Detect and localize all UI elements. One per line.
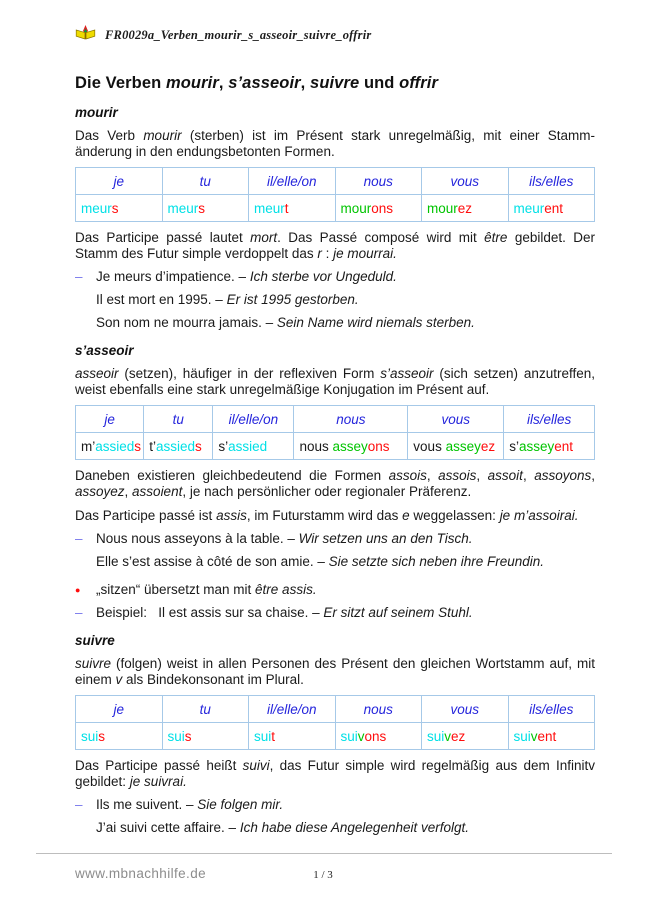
text-segment: , bbox=[522, 468, 535, 483]
text-segment: Ich sterbe vor Ungeduld. bbox=[249, 269, 397, 284]
pronoun-header-cell: je bbox=[76, 406, 144, 433]
paragraph-sasseoir-intro bbox=[75, 366, 595, 398]
text-segment: ez bbox=[451, 728, 466, 744]
text-segment: Wir setzen uns an den Tisch. bbox=[298, 531, 473, 546]
section-heading-mourir: mourir bbox=[75, 105, 118, 120]
text-segment: gebildet. Der Stamm des Futur simple verdoppelt das bbox=[75, 230, 595, 261]
text-segment: weggelassen: bbox=[409, 508, 500, 523]
text-segment: assied bbox=[155, 438, 195, 454]
text-segment: Il est mort en 1995. – bbox=[96, 292, 227, 307]
paragraph-suivre-notes bbox=[75, 758, 595, 790]
example-text bbox=[96, 820, 469, 836]
conjugation-cell bbox=[504, 433, 595, 460]
example-text bbox=[96, 554, 544, 570]
text-segment: s bbox=[111, 200, 119, 216]
text-segment: je m’assoirai. bbox=[499, 508, 579, 523]
text-segment: t bbox=[271, 728, 276, 744]
text-segment: assis bbox=[216, 508, 247, 523]
text-segment: être assis. bbox=[255, 582, 317, 597]
text-segment: (sich setzen) anzutreffen, weist ebenfalls eine stark unregelmäßige Konjugation im Présent auf. bbox=[75, 366, 595, 397]
text-segment: Elle s’est assise à côté de son amie. – bbox=[96, 554, 329, 569]
text-segment: (sterben) ist im Présent stark unregelmäßig, mit einer Stamm-änderung in den endungsbetonten Formen. bbox=[75, 128, 596, 159]
pronoun-header-cell: je bbox=[76, 168, 163, 195]
bullet-spacer bbox=[75, 554, 96, 570]
text-segment: s’asseoir bbox=[228, 74, 301, 92]
text-segment: (folgen) weist in allen Personen des Présent den gleichen Wortstamm auf, mit einem bbox=[75, 656, 595, 687]
text-segment: mour bbox=[340, 200, 372, 216]
text-segment: Daneben existieren gleichbedeutend die Formen bbox=[75, 468, 389, 483]
text-segment: s bbox=[134, 438, 142, 454]
text-segment: Nous nous asseyons à la table. – bbox=[96, 531, 299, 546]
text-segment: als Bindekonsonant im Plural. bbox=[122, 672, 304, 687]
text-segment: offrir bbox=[399, 74, 438, 92]
pronoun-header-cell: je bbox=[76, 696, 163, 723]
text-segment: Son nom ne mourra jamais. – bbox=[96, 315, 277, 330]
text-segment: Ils me suivent. – bbox=[96, 797, 198, 812]
text-segment: ez bbox=[457, 200, 473, 216]
text-segment: asseoir bbox=[75, 366, 119, 381]
text-segment: assoyez bbox=[75, 484, 125, 499]
text-segment: meur bbox=[167, 200, 199, 216]
text-segment: mourir bbox=[165, 74, 219, 92]
pronoun-header-cell: nous bbox=[335, 168, 422, 195]
text-segment: meur bbox=[254, 200, 285, 216]
page-title bbox=[75, 74, 595, 93]
text-segment: ons bbox=[371, 200, 394, 216]
bullet-spacer bbox=[75, 820, 96, 836]
text-segment: assoit bbox=[487, 468, 523, 483]
text-segment: assey bbox=[445, 438, 481, 454]
text-segment: assied bbox=[228, 438, 268, 454]
pronoun-header-cell: il/elle/on bbox=[249, 168, 336, 195]
conjugation-cell bbox=[249, 195, 336, 222]
conjugation-cell bbox=[213, 433, 294, 460]
conjugation-cell bbox=[144, 433, 213, 460]
text-segment: v bbox=[357, 728, 365, 744]
example-line bbox=[75, 797, 595, 813]
text-segment: Sie setzte sich neben ihre Freundin. bbox=[328, 554, 544, 569]
text-segment: assey bbox=[518, 438, 555, 454]
example-text bbox=[96, 605, 473, 621]
text-segment: nous bbox=[299, 438, 333, 454]
text-segment: Je meurs d’impatience. – bbox=[96, 269, 250, 284]
text-segment: (setzen), häufiger in der reflexiven Form bbox=[118, 366, 381, 381]
text-segment: mourir bbox=[143, 128, 182, 143]
text-segment: s bbox=[198, 200, 206, 216]
example-text bbox=[96, 797, 283, 813]
conjugation-cell bbox=[249, 723, 336, 750]
text-segment: , bbox=[426, 468, 439, 483]
pronoun-header-cell: ils/elles bbox=[508, 696, 595, 723]
document-header bbox=[75, 24, 595, 46]
dash-bullet-icon: – bbox=[75, 531, 83, 546]
text-segment: suivi bbox=[242, 758, 270, 773]
section-suivre bbox=[75, 633, 595, 836]
example-text bbox=[96, 315, 475, 331]
pronoun-header-cell: vous bbox=[422, 696, 509, 723]
pronoun-header-cell: nous bbox=[294, 406, 408, 433]
pronoun-header-cell: nous bbox=[335, 696, 422, 723]
text-segment: ons bbox=[367, 438, 390, 454]
text-segment: suivre bbox=[75, 656, 112, 671]
text-segment: Sie folgen mir. bbox=[197, 797, 284, 812]
conjugation-table bbox=[75, 405, 595, 460]
conjugation-cell bbox=[76, 195, 163, 222]
conjugation-table-sasseoir bbox=[75, 405, 595, 460]
text-segment: sui bbox=[340, 728, 358, 744]
dash-bullet-icon: – bbox=[75, 797, 83, 812]
text-segment: mour bbox=[427, 200, 458, 216]
section-sasseoir bbox=[75, 343, 595, 621]
text-segment: t bbox=[284, 200, 289, 216]
page-number: 1 / 3 bbox=[313, 869, 333, 881]
text-segment: assey bbox=[332, 438, 368, 454]
paragraph-mourir-notes bbox=[75, 230, 595, 262]
section-heading-suivre: suivre bbox=[75, 633, 115, 648]
text-segment: ons bbox=[364, 728, 387, 744]
text-segment: ent bbox=[544, 200, 564, 216]
text-segment: je mourrai. bbox=[333, 246, 397, 261]
text-segment: assoient bbox=[132, 484, 183, 499]
text-segment: s’asseoir bbox=[380, 366, 434, 381]
text-segment: être bbox=[484, 230, 508, 245]
pronoun-header-cell: ils/elles bbox=[504, 406, 595, 433]
pronoun-header-cell: vous bbox=[408, 406, 504, 433]
text-segment: ez bbox=[480, 438, 496, 454]
note-text bbox=[96, 582, 317, 598]
text-segment: s bbox=[194, 438, 202, 454]
section-mourir bbox=[75, 105, 595, 331]
text-segment: vous bbox=[413, 438, 446, 454]
pronoun-header-cell: ils/elles bbox=[508, 168, 595, 195]
text-segment: meur bbox=[513, 200, 545, 216]
paragraph-suivre-intro bbox=[75, 656, 595, 688]
example-line bbox=[75, 531, 595, 547]
example-line bbox=[75, 292, 595, 308]
text-segment: s’ bbox=[509, 438, 519, 454]
example-line bbox=[75, 315, 595, 331]
dash-bullet-icon: – bbox=[75, 269, 83, 284]
text-segment: Das Participe passé ist bbox=[75, 508, 217, 523]
example-line bbox=[75, 820, 595, 836]
text-segment: assied bbox=[95, 438, 135, 454]
conjugation-cell bbox=[162, 195, 249, 222]
text-segment: r bbox=[317, 246, 322, 261]
text-segment: Das Participe passé lautet bbox=[75, 230, 251, 245]
pronoun-header-cell: vous bbox=[422, 168, 509, 195]
text-segment: sui bbox=[167, 728, 185, 744]
conjugation-cell bbox=[422, 723, 509, 750]
red-dot-bullet-icon: ● bbox=[75, 585, 81, 595]
conjugation-cell bbox=[508, 723, 595, 750]
text-segment: mort bbox=[250, 230, 278, 245]
text-segment: Ich habe diese Angelegenheit verfolgt. bbox=[239, 820, 469, 835]
conjugation-cell bbox=[76, 433, 144, 460]
text-segment: assois bbox=[388, 468, 427, 483]
footer-website: www.mbnachhilfe.de bbox=[75, 866, 207, 881]
text-segment: Das Verb bbox=[75, 128, 144, 143]
text-segment: assois bbox=[438, 468, 477, 483]
example-line bbox=[75, 554, 595, 570]
text-segment: sui bbox=[254, 728, 272, 744]
conjugation-cell bbox=[294, 433, 408, 460]
section-heading-sasseoir: s’asseoir bbox=[75, 343, 134, 358]
pronoun-header-cell: il/elle/on bbox=[213, 406, 294, 433]
conjugation-table bbox=[75, 695, 595, 750]
example-line bbox=[75, 269, 595, 285]
open-book-flame-logo-icon bbox=[75, 25, 96, 46]
text-segment: sui bbox=[81, 728, 99, 744]
text-segment: J’ai suivi cette affaire. – bbox=[96, 820, 240, 835]
text-segment: , bbox=[476, 468, 488, 483]
conjugation-cell bbox=[335, 195, 422, 222]
text-segment: sui bbox=[513, 728, 531, 744]
text-segment: : bbox=[321, 246, 334, 261]
conjugation-table bbox=[75, 167, 595, 222]
text-segment: , je nach persönlicher oder regionaler Präferenz. bbox=[182, 484, 472, 499]
text-segment: „sitzen“ übersetzt man mit bbox=[96, 582, 256, 597]
conjugation-cell bbox=[76, 723, 163, 750]
conjugation-table-suivre bbox=[75, 695, 595, 750]
text-segment: , bbox=[124, 484, 133, 499]
text-segment: . Das Passé composé wird mit bbox=[277, 230, 485, 245]
text-segment: s bbox=[184, 728, 192, 744]
document-filename: FR0029a_Verben_mourir_s_asseoir_suivre_offrir bbox=[105, 27, 372, 42]
text-segment: meur bbox=[81, 200, 112, 216]
text-segment: sui bbox=[427, 728, 445, 744]
example-text bbox=[96, 292, 359, 308]
conjugation-cell bbox=[508, 195, 595, 222]
pronoun-header-cell: il/elle/on bbox=[249, 696, 336, 723]
pronoun-header-cell: tu bbox=[144, 406, 213, 433]
text-segment: Er sitzt auf seinem Stuhl. bbox=[323, 605, 473, 620]
text-segment: und bbox=[359, 74, 400, 92]
bullet-spacer bbox=[75, 315, 96, 331]
example-line bbox=[75, 605, 595, 621]
text-segment: Beispiel: Il est assis sur sa chaise. – bbox=[96, 605, 324, 620]
conjugation-table-mourir bbox=[75, 167, 595, 222]
text-segment: m’ bbox=[81, 438, 96, 454]
text-segment: Die Verben bbox=[75, 74, 166, 92]
note-line bbox=[75, 582, 595, 598]
text-segment: suivre bbox=[310, 74, 360, 92]
text-segment: v bbox=[444, 728, 452, 744]
paragraph-sasseoir-participe bbox=[75, 508, 595, 524]
text-segment: , bbox=[218, 74, 229, 92]
footer-divider bbox=[36, 853, 612, 854]
conjugation-cell bbox=[422, 195, 509, 222]
text-segment: ent bbox=[537, 728, 557, 744]
dash-bullet-icon: – bbox=[75, 605, 83, 620]
text-segment: v bbox=[115, 672, 123, 687]
text-segment: , bbox=[591, 468, 595, 483]
example-text bbox=[96, 269, 397, 285]
text-segment: assoyons bbox=[534, 468, 592, 483]
bullet-spacer bbox=[75, 292, 96, 308]
conjugation-cell bbox=[335, 723, 422, 750]
text-segment: , im Futurstamm wird das bbox=[246, 508, 403, 523]
text-segment: e bbox=[402, 508, 410, 523]
text-segment: je suivrai. bbox=[129, 774, 187, 789]
conjugation-cell bbox=[162, 723, 249, 750]
text-segment: , das Futur simple wird regelmäßig aus dem Infinitv gebildet: bbox=[75, 758, 595, 789]
example-text bbox=[96, 531, 472, 547]
text-segment: s’ bbox=[218, 438, 229, 454]
paragraph-mourir-intro bbox=[75, 128, 595, 160]
text-segment: , bbox=[300, 74, 311, 92]
text-segment: v bbox=[530, 728, 538, 744]
pronoun-header-cell: tu bbox=[162, 168, 249, 195]
text-segment: Das Participe passé heißt bbox=[75, 758, 243, 773]
text-segment: Sein Name wird niemals sterben. bbox=[276, 315, 475, 330]
text-segment: Er ist 1995 gestorben. bbox=[226, 292, 359, 307]
text-segment: s bbox=[98, 728, 106, 744]
text-segment: ent bbox=[554, 438, 573, 454]
pronoun-header-cell: tu bbox=[162, 696, 249, 723]
paragraph-sasseoir-variants bbox=[75, 468, 595, 500]
text-segment: t’ bbox=[149, 438, 156, 454]
conjugation-cell bbox=[408, 433, 504, 460]
